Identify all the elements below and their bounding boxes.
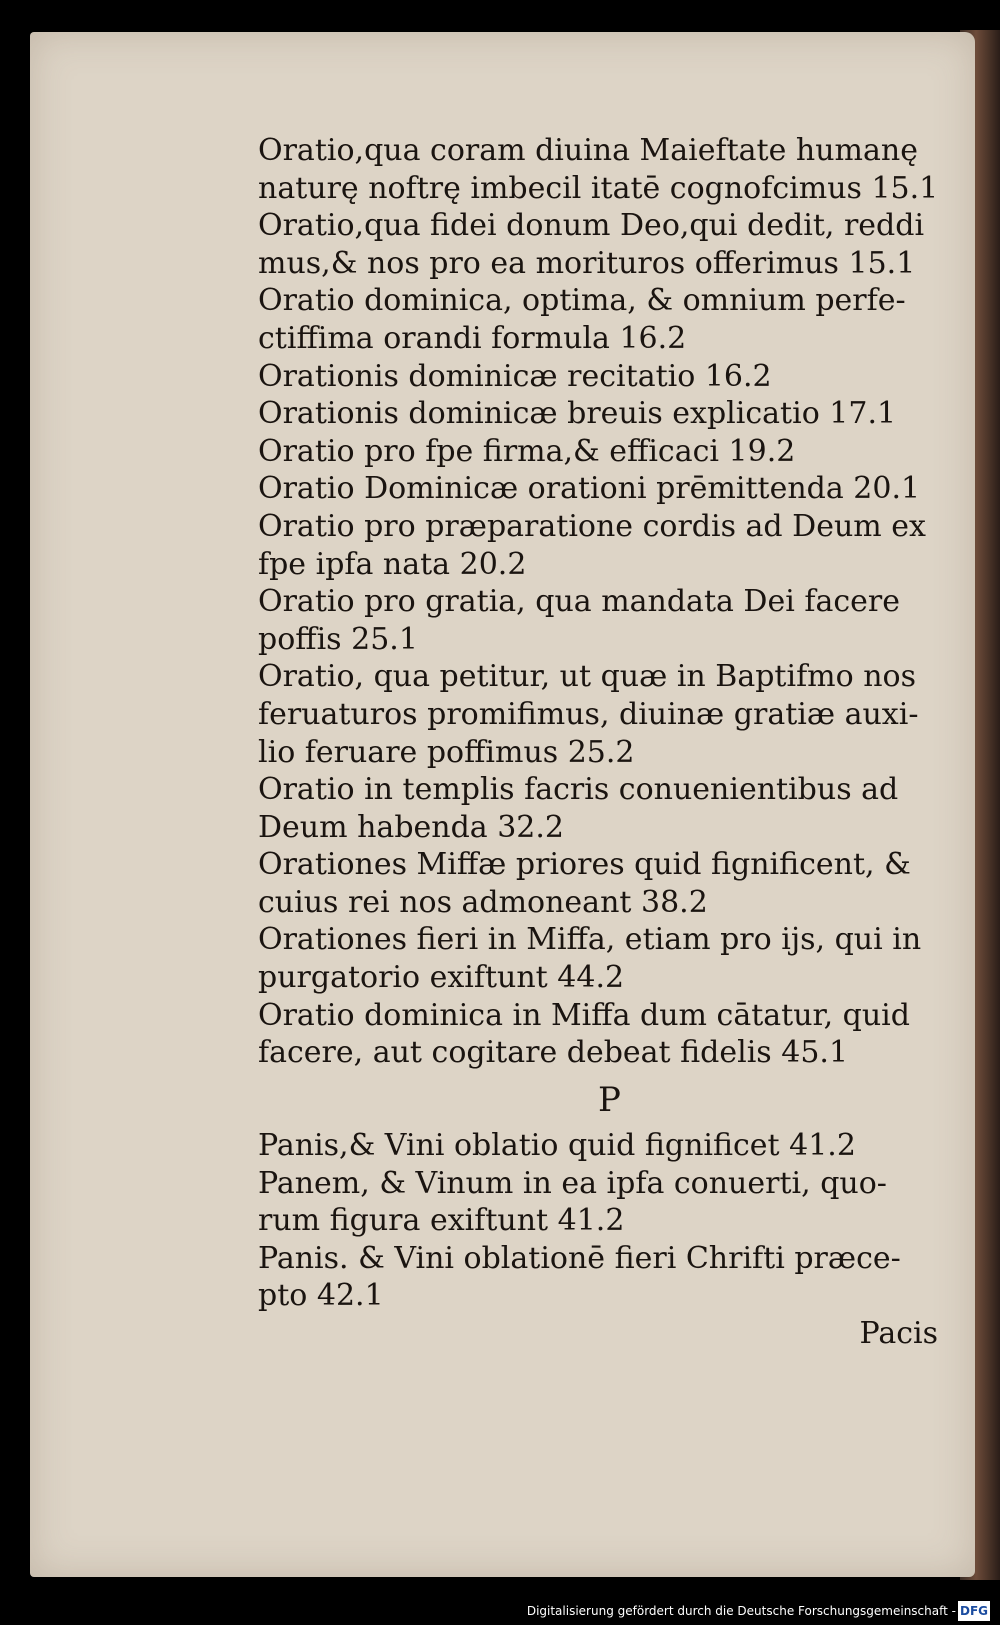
index-line: Oratio, qua petitur, ut quæ in Baptifmo nos xyxy=(258,659,916,695)
index-line: Orationes fieri in Miffa, etiam pro ijs, qui in xyxy=(258,922,922,958)
index-line: Oratio Dominicæ orationi prēmittenda 20.1 xyxy=(258,471,921,507)
index-line: Orationes Miffæ priores quid fignificent, & xyxy=(258,847,911,883)
list-item xyxy=(258,358,938,396)
list-item xyxy=(258,508,938,546)
list-item xyxy=(258,1127,938,1165)
list-item xyxy=(258,997,938,1035)
list-item xyxy=(258,809,938,847)
list-item xyxy=(258,959,938,997)
list-item xyxy=(258,583,938,621)
index-line: Orationis dominicæ breuis explicatio 17.1 xyxy=(258,396,897,432)
index-line: purgatorio exiftunt 44.2 xyxy=(258,960,625,996)
list-item xyxy=(258,921,938,959)
section-heading-p: P xyxy=(598,1080,621,1120)
index-line: Oratio dominica in Miffa dum cātatur, quid xyxy=(258,997,910,1033)
index-line: cuius rei nos admoneant 38.2 xyxy=(258,884,708,920)
index-line: facere, aut cogitare debeat fidelis 45.1 xyxy=(258,1035,849,1071)
index-line: mus,& nos pro ea morituros offerimus 15.1 xyxy=(258,245,916,281)
index-list-p xyxy=(258,1127,938,1353)
list-item xyxy=(258,433,938,471)
list-item xyxy=(258,1165,938,1203)
list-item xyxy=(258,658,938,696)
list-item xyxy=(258,1277,938,1315)
list-item xyxy=(258,696,938,734)
index-line: poffis 25.1 xyxy=(258,621,418,657)
index-line: Panis. & Vini oblationē fieri Chrifti præce- xyxy=(258,1240,901,1276)
index-line: Oratio dominica, optima, & omnium perfe- xyxy=(258,283,906,319)
index-list-o xyxy=(258,132,938,1072)
credit-text: Digitalisierung gefördert durch die Deutsche Forschungsgemeinschaft - xyxy=(526,1604,956,1618)
index-line: fpe ipfa nata 20.2 xyxy=(258,546,527,582)
list-item xyxy=(258,470,938,508)
index-line: lio feruare poffimus 25.2 xyxy=(258,734,635,770)
list-item xyxy=(258,734,938,772)
index-line: Oratio,qua coram diuina Maieftate humanę xyxy=(258,133,918,168)
index-line: naturę noftrę imbecil itatē cognofcimus 15.1 xyxy=(258,170,938,206)
list-item xyxy=(258,320,938,358)
list-item xyxy=(258,207,938,245)
index-line: Panem, & Vinum in ea ipfa conuerti, quo- xyxy=(258,1165,887,1201)
index-line: rum figura exiftunt 41.2 xyxy=(258,1203,625,1239)
index-line: Deum habenda 32.2 xyxy=(258,809,565,845)
list-item xyxy=(258,395,938,433)
index-line: Panis,& Vini oblatio quid fignificet 41.2 xyxy=(258,1128,856,1163)
list-item xyxy=(258,1315,938,1353)
index-line: Oratio pro præparatione cordis ad Deum ex xyxy=(258,508,926,544)
index-line: ctiffima orandi formula 16.2 xyxy=(258,320,687,356)
index-line: Oratio in templis facris conuenientibus ad xyxy=(258,772,899,808)
list-item xyxy=(258,282,938,320)
index-line: feruaturos promifimus, diuinæ gratiæ auxi- xyxy=(258,696,919,732)
index-line: Oratio,qua fidei donum Deo,qui dedit, reddi xyxy=(258,208,925,244)
digitization-credit xyxy=(527,1601,990,1621)
dfg-logo: DFG xyxy=(958,1601,990,1621)
list-item xyxy=(258,1034,938,1072)
list-item xyxy=(258,1202,938,1240)
list-item xyxy=(258,884,938,922)
list-item xyxy=(258,170,938,208)
index-line: Orationis dominicæ recitatio 16.2 xyxy=(258,358,772,394)
catchword: Pacis xyxy=(859,1315,938,1351)
index-line: Oratio pro fpe firma,& efficaci 19.2 xyxy=(258,433,796,469)
list-item xyxy=(258,245,938,283)
index-line: Oratio pro gratia, qua mandata Dei facere xyxy=(258,584,900,620)
index-line: pto 42.1 xyxy=(258,1278,384,1314)
list-item xyxy=(258,132,938,170)
list-item xyxy=(258,546,938,584)
list-item xyxy=(258,621,938,659)
list-item xyxy=(258,846,938,884)
list-item xyxy=(258,771,938,809)
list-item xyxy=(258,1240,938,1278)
